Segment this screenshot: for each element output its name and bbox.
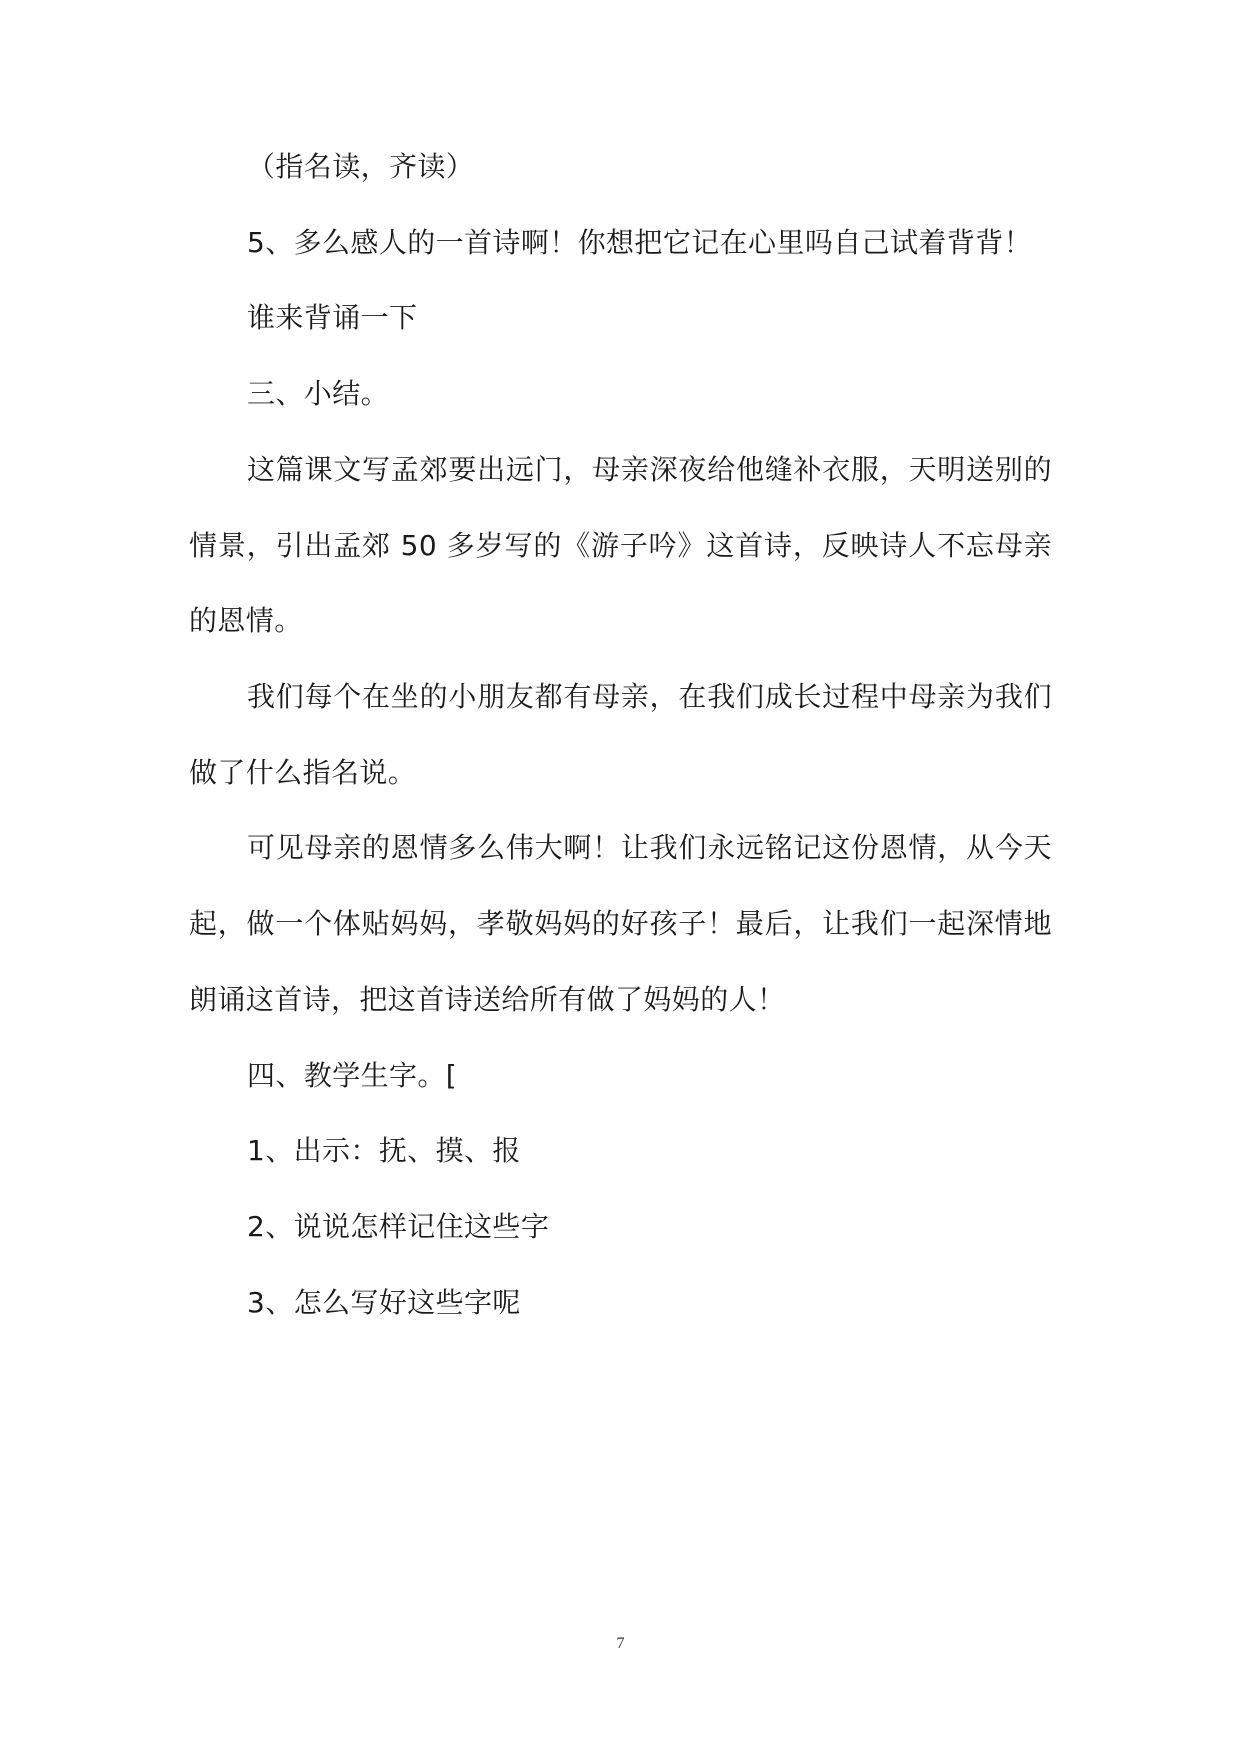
list-item: 2、说说怎样记住这些字 bbox=[247, 1210, 550, 1243]
list-item: 3、怎么写好这些字呢 bbox=[247, 1286, 521, 1319]
list-item: 1、出示：抚、摸、报 bbox=[247, 1134, 521, 1167]
section-heading: 四、教学生字。[ bbox=[247, 1059, 458, 1092]
paragraph-line: 5、多么感人的一首诗啊！你想把它记在心里吗自己试着背背！ bbox=[247, 226, 1033, 259]
paragraph-line: 做了什么指名说。 bbox=[189, 756, 417, 789]
paragraph-line: 情景，引出孟郊 50 多岁写的《游子吟》这首诗，反映诗人不忘母亲 bbox=[189, 529, 1052, 562]
page-number: 7 bbox=[616, 1635, 625, 1652]
paragraph-line: 朗诵这首诗，把这首诗送给所有做了妈妈的人！ bbox=[189, 983, 786, 1016]
paragraph-line: （指名读，齐读） bbox=[247, 150, 475, 183]
paragraph-line: 这篇课文写孟郊要出远门，母亲深夜给他缝补衣服，天明送别的 bbox=[247, 453, 1052, 486]
paragraph-line: 的恩情。 bbox=[189, 604, 303, 637]
section-heading: 三、小结。 bbox=[247, 377, 390, 410]
paragraph-line: 谁来背诵一下 bbox=[247, 301, 418, 334]
paragraph-line: 我们每个在坐的小朋友都有母亲，在我们成长过程中母亲为我们 bbox=[247, 680, 1052, 713]
paragraph-line: 可见母亲的恩情多么伟大啊！让我们永远铭记这份恩情，从今天 bbox=[247, 831, 1052, 864]
paragraph-line: 起，做一个体贴妈妈，孝敬妈妈的好孩子！最后，让我们一起深情地 bbox=[189, 907, 1052, 940]
